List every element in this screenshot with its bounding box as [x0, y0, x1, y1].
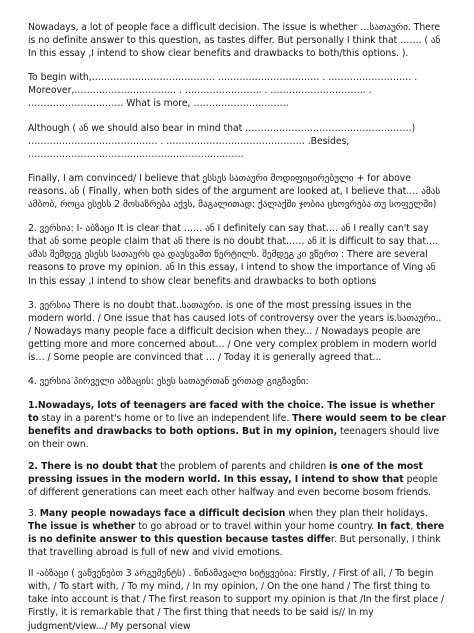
- text-segment: ,: [410, 520, 417, 532]
- bold-segment: 2. There is no doubt that: [28, 460, 158, 472]
- bold-segment: There would seem to be clear benefits and drawbacks to both options. But in my opinion,: [28, 413, 447, 438]
- text-segment: people of different generations can meet each other halfway and even become bosom friends.: [28, 473, 438, 498]
- text-segment: teenagers should live on their own.: [28, 426, 440, 451]
- conclusion-paragraph: Finally, I am convinced/ I believe that ესსეს სათაური მოდიფიცირებული + for above reasons. ან ( Finally, when both sides of the argument are looked at, I believe that…. ამას ამბობ, როცა ესესს 2 მოსაზრება აქვს, მაგალითად: ქალაქში ჯობია ცხოვრება თუ სოფელში): [28, 172, 441, 211]
- version-4-heading: 4. ვერსია პირველი აბზაცის: ესეს სათაურთან ერთად გიგზავნი:: [28, 376, 309, 388]
- text-segment: when they plan their holidays.: [285, 507, 428, 519]
- bold-segment: In fact: [377, 520, 411, 532]
- text-segment: 3.: [28, 507, 40, 519]
- example-paragraph-2: [28, 460, 446, 499]
- text-segment: to go abroad or to travel within your home country.: [135, 520, 378, 532]
- intro-paragraph: Nowadays, a lot of people face a difficult decision. The issue is whether …სათაური. There is no definite answer to this question, as tastes differ. But personally I think that ……. ( ან In this essay ,I intend to show clear benefits and drawbacks to both/this options. ).: [28, 22, 441, 60]
- version-2-paragraph: 2. ვერსია: I- აბზაცი It is clear that …… ან I definitely can say that…. ან I really can't say that ან some people claim that ან there is no doubt that…… ან it is difficult to say that…. ამას შემდეგ ესესს სათაურს და დაუსვამთ წერტილს. შემდეგ კი ვწერთ : There are several reasons to prove my opinion. ან In this essay, I intend to show the importance of Ving ან In this essay ,I intend to show clear benefits and drawbacks to both options: [28, 223, 439, 287]
- example-paragraph-1: [28, 399, 446, 451]
- bold-segment: The issue is whether: [28, 520, 136, 532]
- text-segment: stay in a parent's home or to live an independent life.: [38, 413, 293, 425]
- body-template-paragraph: To begin with,…………………………………. …………………………… . ……………………… . Moreover,…………………………… . ……………………. . …………………………. . …………………………. What is more, ………………………….: [28, 72, 418, 110]
- although-paragraph: Although ( ან we should also bear in mind that ………………………………………………) …………………………………… . ……………………………………… .Besides, …………………………………………………………….: [28, 122, 416, 160]
- version-3-paragraph: 3. ვერსია There is no doubt that..სათაური. is one of the most pressing issues in the modern world. / One issue that has caused lots of controversy over the years is.სათაური.. / Nowadays many people face a difficult decision when they... / Nowadays people are getting more and more concerned about… / One very complex problem in modern world is… / Some people are convinced that … / Today it is generally agreed that...: [28, 299, 442, 363]
- bold-segment: there is no definite answer to this question because tastes diffe: [28, 520, 445, 545]
- example-paragraph-3: [28, 507, 446, 559]
- text-segment: the problem of parents and children: [157, 460, 329, 472]
- bold-segment: 1.Nowadays, lots of teenagers are faced with the choice. The issue is whether to: [28, 400, 435, 425]
- bold-segment: Many people nowadays face a difficult decision: [39, 507, 286, 519]
- text-segment: r. But personally, I think that travelling abroad is full of new and vivid emotions.: [28, 534, 441, 559]
- bold-segment: is one of the most pressing issues in the modern world. In this essay, I intend to show that: [28, 460, 423, 485]
- second-paragraph-linkers: II -აბზაცი ( ვაწვენებთ 3 არგუმენტს) . წინამავალი სიტყვებია: Firstly, / First of all, / To begin with, / To start with, / To my mind, / In my opinion, / On the one hand / The first thing to take into account is that / The first reason to support my opinion is that /In the first place / Firstly, it is remarkable that / The first thing that needs to be said is// In my judgment/view.../ My personal view: [28, 568, 445, 632]
